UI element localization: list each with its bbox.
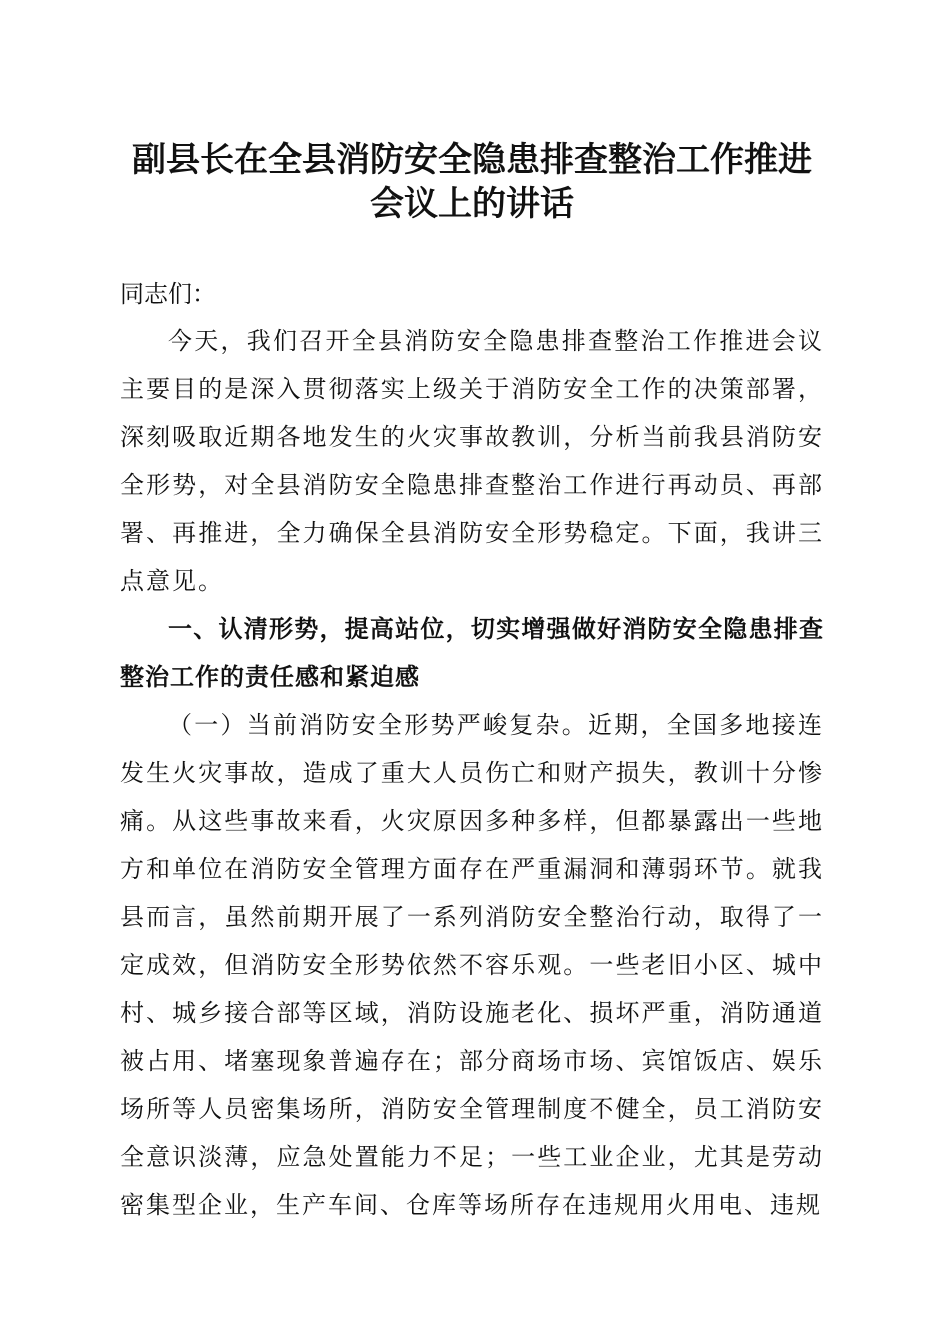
- section-1-paragraph-1: （一）当前消防安全形势严峻复杂。近期，全国多地接连发生火灾事故，造成了重大人员伤亡和财产损失，教训十分惨痛。从这些事故来看，火灾原因多种多样，但都暴露出一些地方和单位在消防安全管理方面存在严重漏洞和薄弱环节。就我县而言，虽然前期开展了一系列消防安全整治行动，取得了一定成效，但消防安全形势依然不容乐观。一些老旧小区、城中村、城乡接合部等区域，消防设施老化、损坏严重，消防通道被占用、堵塞现象普遍存在；部分商场市场、宾馆饭店、娱乐场所等人员密集场所，消防安全管理制度不健全，员工消防安全意识淡薄，应急处置能力不足；一些工业企业，尤其是劳动密集型企业，生产车间、仓库等场所存在违规用火用电、违规: [120, 711, 824, 1219]
- document-page: [120, 138, 824, 1229]
- intro-paragraph: 今天，我们召开全县消防安全隐患排查整治工作推进会议主要目的是深入贯彻落实上级关于消防安全工作的决策部署，深刻吸取近期各地发生的火灾事故教训，分析当前我县消防安全形势，对全县消防安全隐患排查整治工作进行再动员、再部署、再推进，全力确保全县消防安全形势稳定。下面，我讲三点意见。: [120, 327, 824, 595]
- section-heading-1: 一、认清形势，提高站位，切实增强做好消防安全隐患排查整治工作的责任感和紧迫感: [120, 615, 824, 691]
- salutation: 同志们：: [120, 280, 216, 308]
- document-title: 副县长在全县消防安全隐患排查整治工作推进会议上的讲话: [132, 140, 812, 224]
